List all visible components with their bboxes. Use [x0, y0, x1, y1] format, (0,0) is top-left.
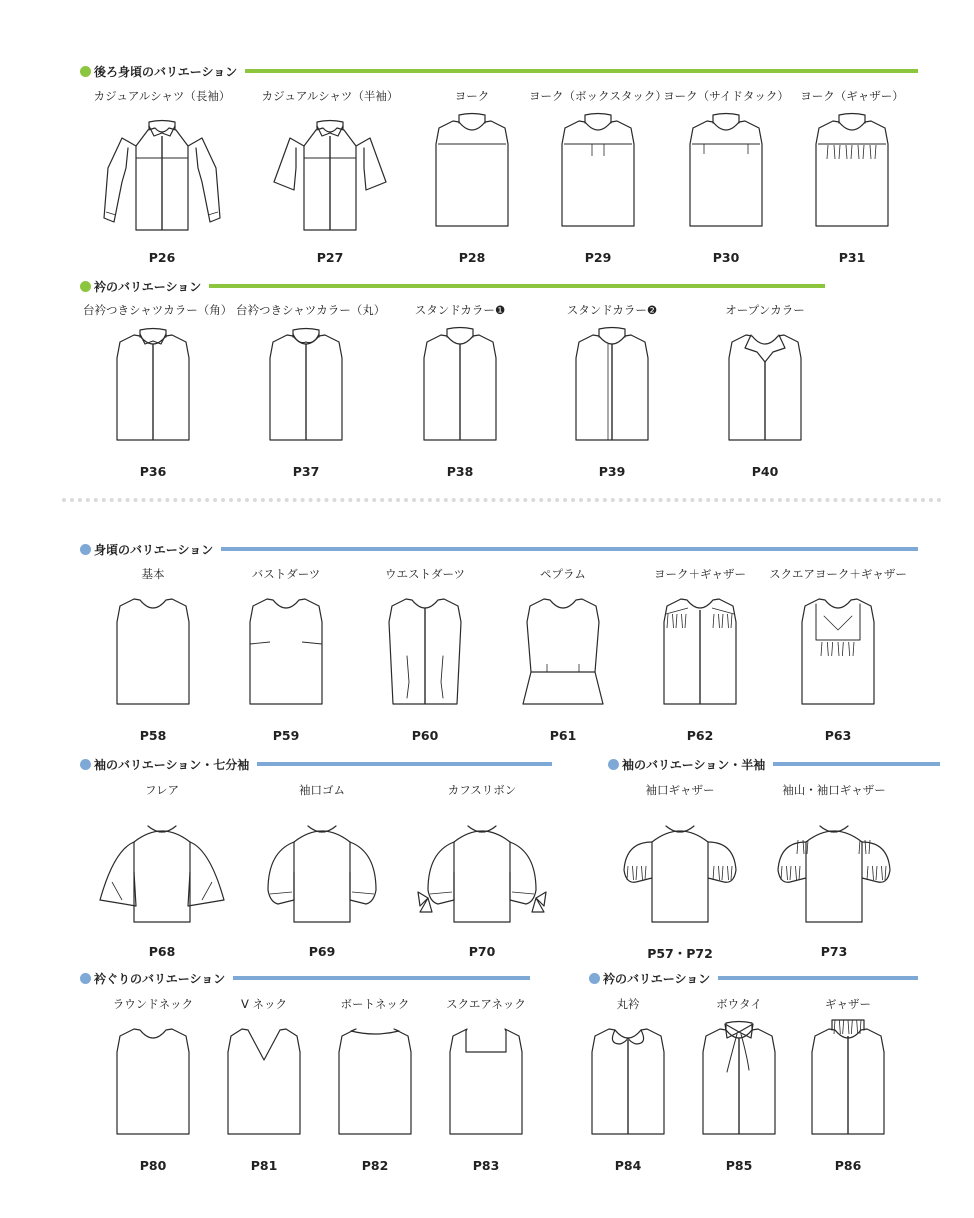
garment-label: スタンドカラー❶ [414, 303, 506, 317]
garment-item [778, 996, 918, 1176]
section-title: 衿のバリエーション [603, 971, 711, 986]
page-number: P27 [316, 250, 344, 265]
page-number: P59 [272, 728, 300, 743]
shirt-collar-square-icon [83, 322, 223, 452]
bullet-dot-icon [80, 281, 91, 292]
garment-label: スクエアヨーク＋ギャザー [769, 567, 907, 581]
garment-label: 台衿つきシャツカラー（角） [83, 303, 233, 317]
page-number: P70 [468, 944, 496, 959]
waist-darts-icon [355, 586, 495, 716]
page-number: P60 [411, 728, 439, 743]
garment-label: ヨーク [454, 89, 490, 103]
garment-label: 袖口ゴム [299, 783, 345, 797]
bullet-dot-icon [80, 66, 91, 77]
page-number: P38 [446, 464, 474, 479]
garment-item [83, 566, 223, 746]
garment-label: 基本 [141, 567, 165, 581]
page-number: P26 [148, 250, 176, 265]
open-collar-icon [695, 322, 835, 452]
page-number: P62 [686, 728, 714, 743]
garment-item [416, 996, 556, 1176]
section-rule [209, 284, 825, 288]
garment-label: ボートネック [340, 997, 410, 1011]
garment-item [83, 302, 233, 482]
garment-item [768, 566, 908, 746]
yoke-gather-icon [782, 108, 922, 238]
page-number: P63 [824, 728, 852, 743]
garment-label: バストダーツ [251, 567, 321, 581]
garment-label: 袖山・袖口ギャザー [782, 783, 886, 797]
section-title: 衿ぐりのバリエーション [94, 971, 226, 986]
bullet-dot-icon [80, 973, 91, 984]
yoke-box-tuck-icon [528, 108, 668, 238]
garment-label: ペプラム [540, 567, 586, 581]
page-number: P29 [584, 250, 612, 265]
page-number: P58 [139, 728, 167, 743]
page-number: P83 [472, 1158, 500, 1173]
page-number: P30 [712, 250, 740, 265]
garment-label: カジュアルシャツ（長袖） [93, 89, 231, 103]
section-rule [773, 762, 940, 766]
garment-item [412, 782, 552, 962]
garment-label: オープンカラー [725, 303, 805, 317]
cuff-ribbon-sleeve-icon [412, 802, 552, 932]
basic-icon [83, 586, 223, 716]
page-number: P28 [458, 250, 486, 265]
page-number: P40 [751, 464, 779, 479]
stand-collar-2-icon [542, 322, 682, 452]
section-heading [80, 756, 552, 772]
page-number: P73 [820, 944, 848, 959]
page-number: P84 [614, 1158, 642, 1173]
bullet-dot-icon [80, 759, 91, 770]
garment-item [695, 302, 835, 482]
garment-item [528, 88, 668, 268]
garment-item [216, 566, 356, 746]
garment-label: ラウンドネック [112, 997, 194, 1011]
section-title: 後ろ身頃のバリエーション [94, 64, 238, 79]
section-rule [257, 762, 552, 766]
garment-label: スタンドカラー❷ [566, 303, 658, 317]
page-number: P80 [139, 1158, 167, 1173]
section-rule [245, 69, 918, 73]
page-number: P68 [148, 944, 176, 959]
garment-label: V ネック [240, 997, 288, 1011]
garment-label: カフスリボン [447, 783, 517, 797]
peplum-icon [493, 586, 633, 716]
garment-item [252, 782, 392, 962]
garment-label: ギャザー [825, 997, 871, 1011]
garment-item [630, 566, 770, 746]
section-rule [233, 976, 530, 980]
section-rule [221, 547, 918, 551]
square-yoke-gather-icon [768, 586, 908, 716]
page-number: P37 [292, 464, 320, 479]
page-number: P57・P72 [647, 946, 713, 961]
garment-item [260, 88, 400, 268]
yoke-icon [402, 108, 542, 238]
garment-item [92, 782, 232, 962]
section-title: 袖のバリエーション・七分袖 [94, 757, 250, 772]
long-sleeve-shirt-icon [92, 108, 232, 238]
yoke-side-tuck-icon [656, 108, 796, 238]
bullet-dot-icon [608, 759, 619, 770]
garment-item [236, 302, 386, 482]
garment-item [355, 566, 495, 746]
garment-label: フレア [144, 783, 180, 797]
garment-label: ボウタイ [716, 997, 762, 1011]
yoke-plus-gather-icon [630, 586, 770, 716]
cuff-gather-short-icon [610, 802, 750, 932]
page-number: P36 [139, 464, 167, 479]
square-neck-icon [416, 1016, 556, 1146]
section-heading [80, 541, 918, 557]
section-title: 身頃のバリエーション [94, 542, 214, 557]
section-title: 袖のバリエーション・半袖 [622, 757, 766, 772]
garment-item [764, 782, 904, 962]
flare-sleeve-icon [92, 802, 232, 932]
garment-item [402, 88, 542, 268]
short-sleeve-shirt-icon [260, 108, 400, 238]
page-number: P61 [549, 728, 577, 743]
garment-item [493, 566, 633, 746]
puff-short-icon [764, 802, 904, 932]
section-heading [80, 63, 918, 79]
garment-label: ヨーク（ギャザー） [800, 89, 904, 103]
garment-label: ヨーク（ボックスタック） [529, 89, 667, 103]
bust-darts-icon [216, 586, 356, 716]
section-divider [62, 498, 942, 502]
garment-label: ウエストダーツ [384, 567, 466, 581]
garment-item [390, 302, 530, 482]
garment-item [656, 88, 796, 268]
section-heading [589, 970, 918, 986]
stand-collar-1-icon [390, 322, 530, 452]
garment-item [92, 88, 232, 268]
garment-label: 台衿つきシャツカラー（丸） [236, 303, 386, 317]
gather-collar-icon [778, 1016, 918, 1146]
bullet-dot-icon [80, 544, 91, 555]
page-number: P86 [834, 1158, 862, 1173]
page-number: P31 [838, 250, 866, 265]
page-number: P82 [361, 1158, 389, 1173]
section-rule [718, 976, 918, 980]
page-number: P69 [308, 944, 336, 959]
page-number: P81 [250, 1158, 278, 1173]
garment-item [542, 302, 682, 482]
garment-item [782, 88, 922, 268]
shirt-collar-round-icon [236, 322, 376, 452]
garment-label: 袖口ギャザー [645, 783, 715, 797]
page-number: P39 [598, 464, 626, 479]
section-heading [80, 970, 530, 986]
section-title: 衿のバリエーション [94, 279, 202, 294]
elastic-cuff-sleeve-icon [252, 802, 392, 932]
garment-label: スクエアネック [446, 997, 526, 1011]
garment-label: カジュアルシャツ（半袖） [261, 89, 399, 103]
garment-label: ヨーク＋ギャザー [654, 567, 746, 581]
garment-label: ヨーク（サイドタック） [663, 89, 789, 103]
section-heading [608, 756, 940, 772]
bullet-dot-icon [589, 973, 600, 984]
garment-item [610, 782, 750, 962]
garment-label: 丸衿 [616, 997, 640, 1011]
page-number: P85 [725, 1158, 753, 1173]
section-heading [80, 278, 825, 294]
